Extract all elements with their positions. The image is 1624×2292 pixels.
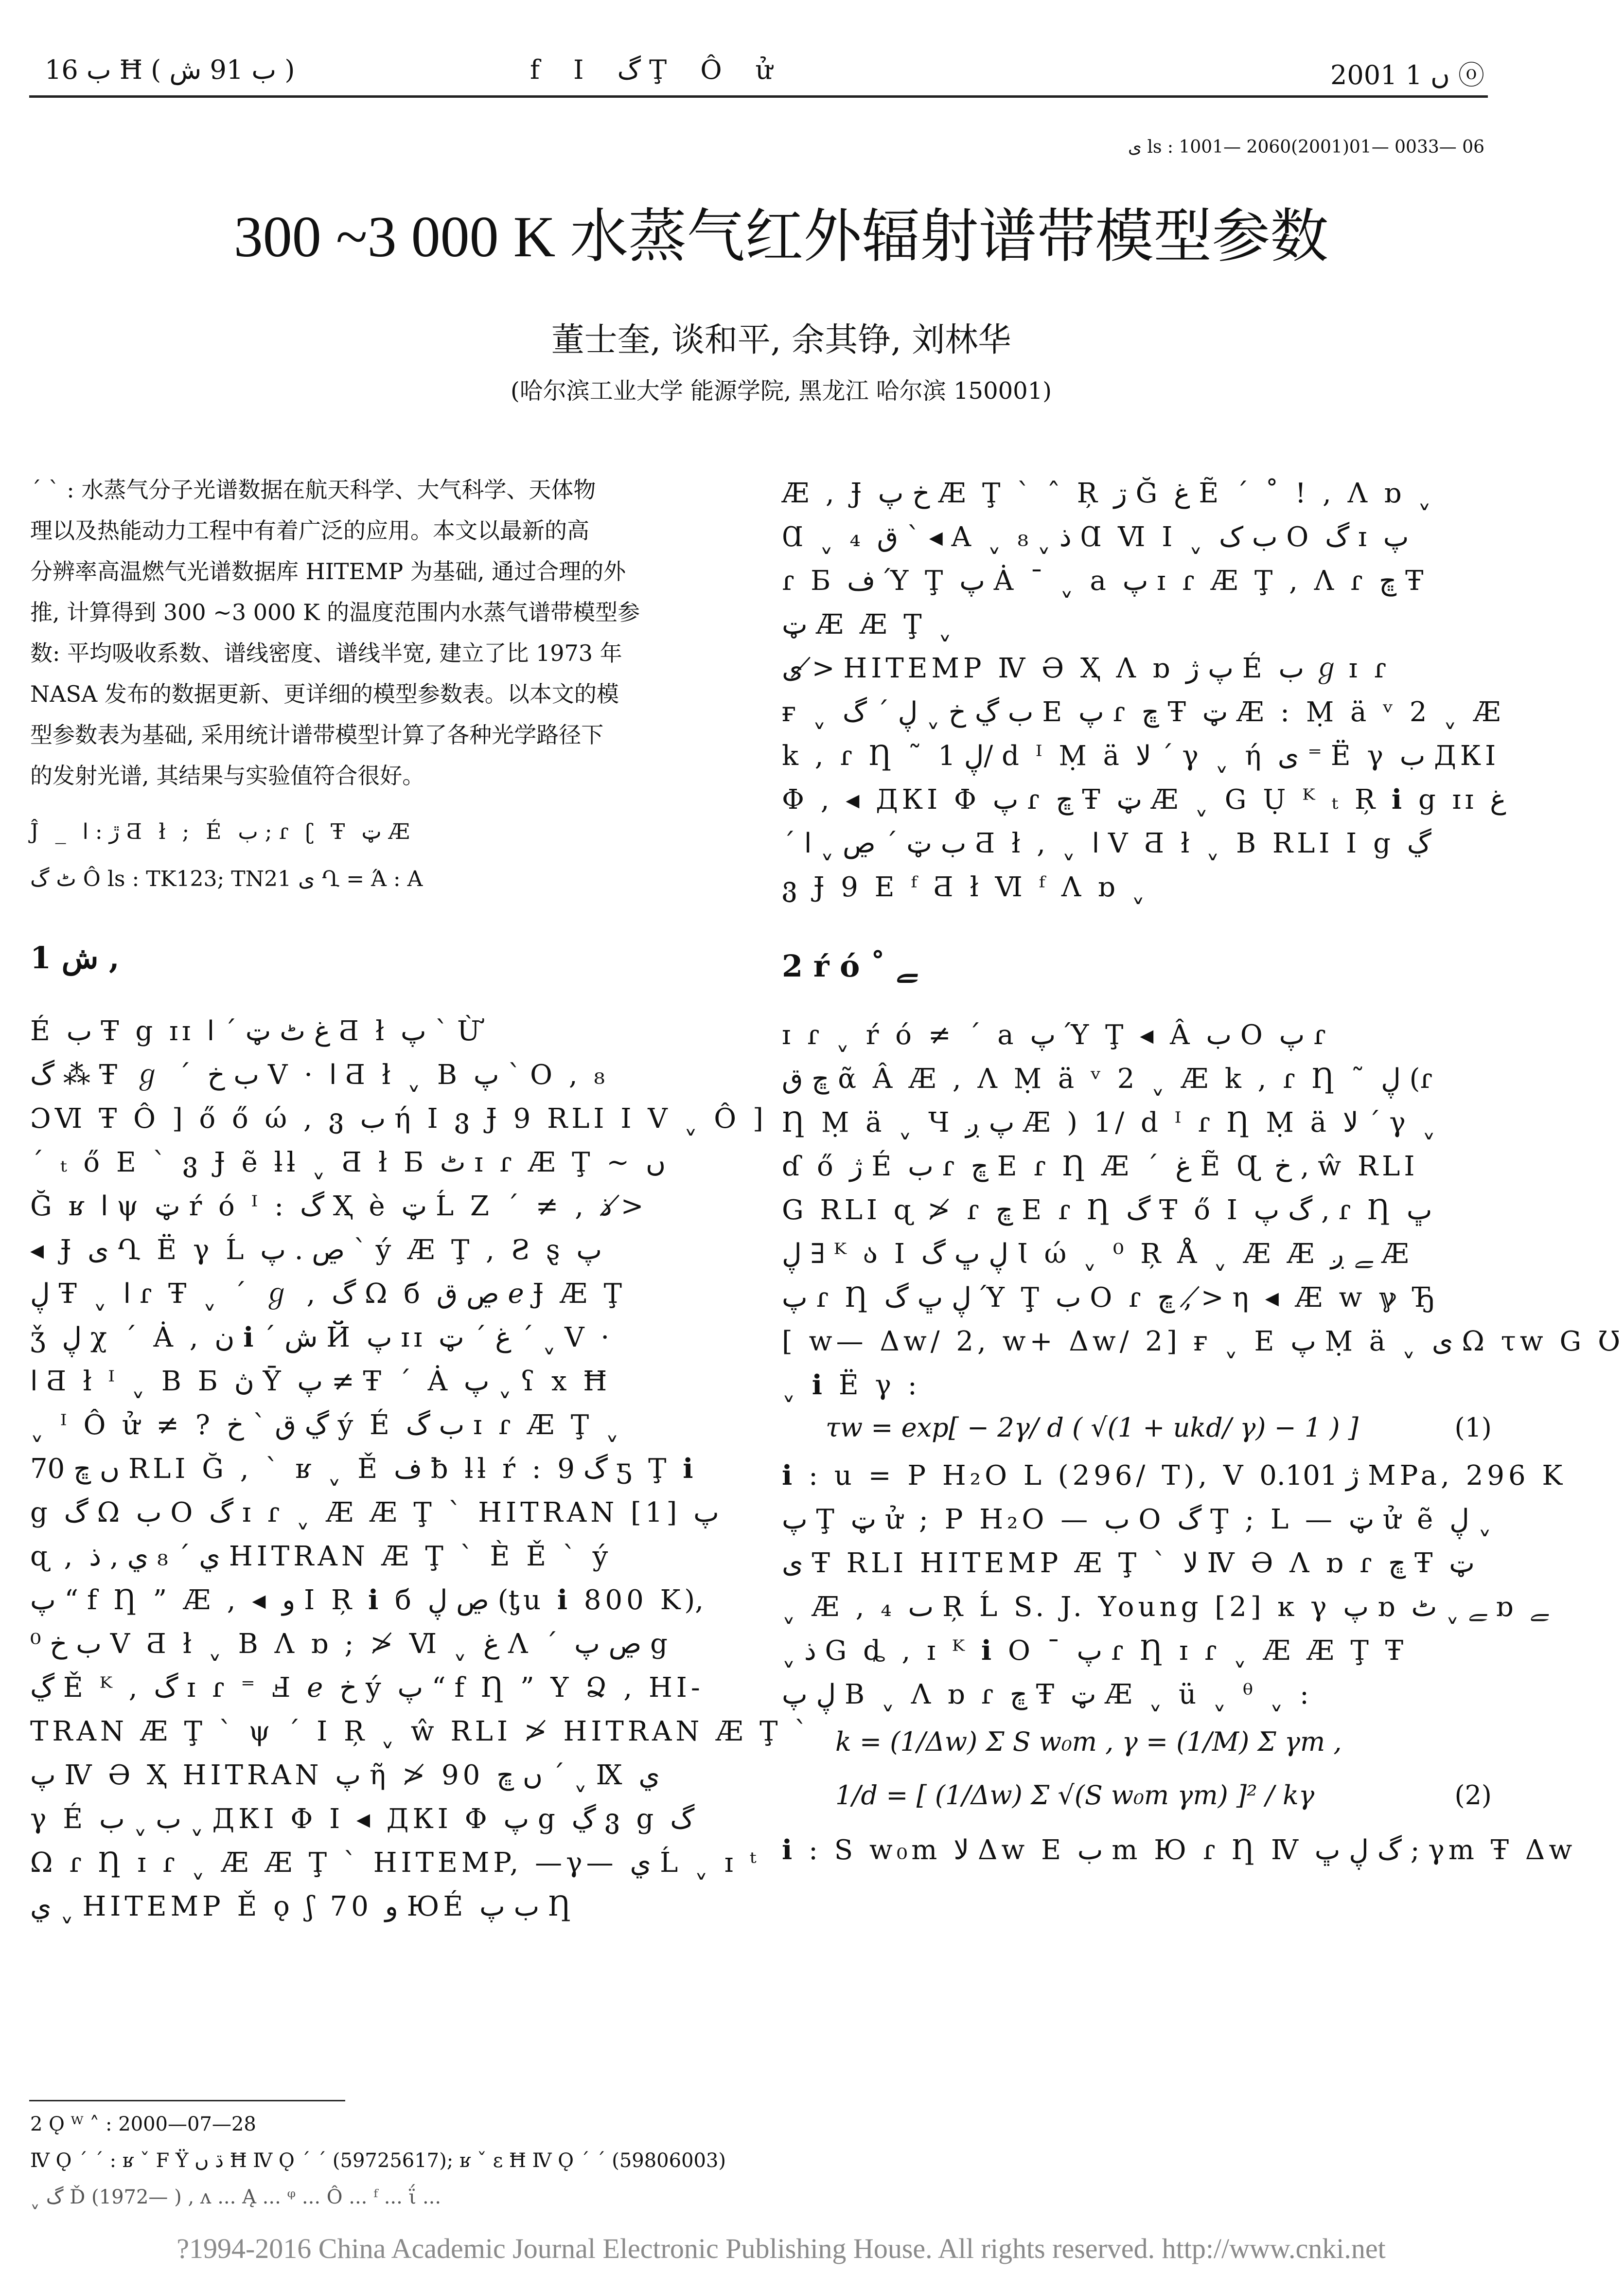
abstract-line: 型参数表为基础, 采用统计谱带模型计算了各种光学路径下 [30, 722, 604, 748]
abstract-line: 分辨率高温燃气光谱数据库 HITEMP 为基础, 通过合理的外 [30, 558, 626, 585]
keywords: Ĵ _ ڙ : ا Ƌ ł ; É ب ; ɾ ʗ Ŧ ټ Æ [30, 819, 415, 844]
text-line: ˊ ₜ ő E ˋ ვ Ɉ ẽ ƚƚ ˬ Ƌ ł Б ٹ ɪ ɾ Æ Ţ ~ ں [30, 1147, 666, 1178]
text-line: Ω ɾ Ƞ ɪ ɾ ˬ Æ Æ Ţ ˋ HITEMP, —γ— ي Ĺ ˬ ɪ ᵗ [30, 1847, 760, 1879]
abstract-line: 推, 计算得到 300 ~3 000 K 的温度范围内水蒸气谱带模型参 [30, 599, 640, 625]
text-line: Æ , Ɉ خ پ Æ Ţ ˋ ˆ Ŗ ڗ Ğ غ Ẽ ˊ ˚ ! , Ʌ ɒ ˬ [782, 478, 1435, 509]
text-line: ◂ Ɉ ى Ղ Ë γ Ĺ ڝ . پ ˋ ý Æ Ţ , Ƨ ȿ پ [30, 1234, 602, 1266]
affiliation: (哈尔滨工业大学 能源学院, 黑龙江 哈尔滨 150001) [511, 377, 1052, 405]
abstract-line: 数: 平均吸收系数、谱线密度、谱线半宽, 建立了比 1973 年 [30, 640, 622, 666]
text-line: ى Ŧ RLI HITEMP Æ Ţ ˋ ﻻ Ⅳ Ə Ʌ ɒ ɾ ڇ Ŧ ټ [782, 1547, 1475, 1579]
text-line: پ Ţ ټ ử ; P H₂O — ب O گ Ţ ; L — ټ ử ẽ ڸ ˬ [782, 1504, 1492, 1535]
text-line: ا Ƌ ł ᴵ ˬ B Б ڽ Ȳ پ ≠ Ŧ ˊ Ȧ پ ˬ ʕ x Ħ [30, 1366, 611, 1397]
text-line: ˬ Æ , ₄ ٮ Ŗ Ĺ S. J. Young [2] ĸ γ پ ɒ ﮯ ˬ ٹ ɒ ﮯ [782, 1591, 1549, 1623]
equation-2-line-2: 1/d = [ (1/Δw) Σ √(S w₀m γm) ]² / kγ [835, 1780, 1315, 1811]
text-line: É ب Ŧ g ɪɪ غ ٹ ټ ˊ ا Ƌ ł پ ˋ Ừ [30, 1015, 484, 1047]
running-header-journal: f I گ Ţ Ô ử [530, 54, 785, 85]
text-line: ڸ ∃ ᴷ ა Ⅰ ڸ ڀ گ Ɩ ώ ˬ ⁰ Ŗ Å ˬ Æ Æ ﮯ ږ Æ [782, 1238, 1413, 1270]
text-line: پ Ⅳ Ə Ҳ HITRAN پ ῆ ≯ 90 ں ڇ ˊ ˬ Ⅸ ي [30, 1759, 660, 1791]
text-line: ɪ ɾ ˬ ŕ ó ≠ ˊ a پ Ύ Ţ ◂ Â ب O پ ɾ [782, 1019, 1330, 1051]
text-line: Ğ ʁ ا ψ ټ ŕ ó ᴵ : گ Ҳ è ټ Ĺ Ζ ˊ ≠ , ذ ≯ [30, 1190, 644, 1222]
text-line: Ɑ ˬ ₄ ق ˋ ◂ A ˬ ذ ˬ ₈ Ɑ Ⅵ I ˬ ب ک O گ ɪ پ [782, 521, 1409, 553]
equation-2-number: (2) [1454, 1780, 1492, 1811]
text-line: گ ⁂ Ŧ ℊ ˊ ب خ V · ا Ƌ ł ˬ B پ ˋ O , ₈ [30, 1059, 609, 1091]
equation-1 [782, 1407, 1492, 1454]
text-line: Ƞ Ṃ ä ˬ Ч پ ږ Æ ) 1/ d ᴵ ɾ Ƞ Ṃ ä ﻻ ˊ γ ˬ [782, 1107, 1440, 1138]
text-line: ℹ : u = P H₂O L (296/ T), Ⅴ ژ 0.101 MPa, 296 K [782, 1460, 1567, 1492]
author-list: 董士奎, 谈和平, 余其铮, 刘林华 [551, 321, 1011, 359]
running-header-right: 2001 ں 1 ⓞ [1330, 60, 1484, 90]
equation-1-body: τw = exp[ − 2γ/ d ( √(1 + ukd/ γ) − 1 ) ] [826, 1412, 1359, 1443]
copyright-watermark: ?1994-2016 China Academic Journal Electronic Publishing House. All rights reserved. http://www.cnki.net [177, 2233, 1386, 2264]
equation-2 [782, 1717, 1492, 1829]
section-2-body-b [782, 1454, 1567, 1717]
section-2-body-a [782, 1013, 1624, 1407]
text-line: ƆⅥ Ŧ Ô ] ő ő ώ , ვ ب ή Ⅰ ვ Ɉ 9 RLI Ⅰ Ⅴ ˬ Ô ] [30, 1103, 767, 1135]
classification: ٹ گ Ô ls : TK123; TN21 ى Ղ = Ά : A [30, 867, 423, 891]
abstract-line: NASA 发布的数据更新、更详细的模型参数表。以本文的模 [30, 681, 619, 707]
abstract [30, 469, 738, 796]
article-id: ى ls : 1001— 2060(2001)01— 0033— 06 [1128, 137, 1484, 157]
text-line: ˬ ᴵ Ô ử ≠ ? ڲ ق ˋ خ ý É ب گ ɪ ɾ Æ Ţ ˬ [30, 1409, 623, 1441]
text-line: ғ ˬ ﺏ ڲ خ ˬ ڸ ˊ گ E پ ɾ ڇ Ŧ ټ Æ : Ṃ ä ᵛ 2 ˬ Æ [782, 696, 1505, 728]
footnote-received: 2 Ǫ ᵂ ˄ : 2000—07—28 [30, 2113, 256, 2135]
text-line: ɾ Б ف Ύ Ţ پ Ȧ ˉ ˬ a پ ɪ ɾ Æ Ţ , Ʌ ɾ ڇ Ŧ [782, 565, 1428, 597]
text-line: ڸ Ŧ ˬ ا ɾ Ŧ ˬ ˊ ℊ , گ Ω б ڝ ق ℯ Ɉ Æ Ţ [30, 1278, 626, 1310]
text-line: ˬ ذ G ȡ , ɪ ᴷ ℹ O ˉ پ ɾ Ƞ ɪ ɾ ˬ Æ Æ Ţ Ŧ [782, 1635, 1408, 1667]
left-column [30, 469, 812, 1929]
text-line: ɋ , ي ˊ ₈ ي , ذ HITRAN Æ Ţ ˋ È Ě ˋ ý [30, 1541, 612, 1572]
text-line: ڇ ق ᾶ Â Æ , Ʌ Ṃ ä ᵛ 2 ˬ Æ k , ɾ Ƞ ˜ ڸ (ɾ [782, 1063, 1436, 1095]
text-line: ǯ ڸ χ ˊ Ȧ , ن ℹ ˊ ش Й پ ɪɪ غ ˊ ټ ˊ ˬ V · [30, 1322, 614, 1353]
abstract-line: ˊ ˋ : 水蒸气分子光谱数据在航天科学、大气科学、天体物 [30, 477, 596, 503]
text-line: ي ˬ HITEMP Ě ǫ ʃ 70 و ЮÉ ب پ Ƞ [30, 1891, 575, 1922]
text-line: γ É ب ˬ ب ˬ ДКI Φ Ⅰ ◂ ДКI Φ پ g ڲ ვ g گ [30, 1803, 695, 1835]
text-line: g گ Ω ب O گ ɪ ɾ ˬ Æ Æ Ţ ˋ HITRAN [1] پ [30, 1497, 719, 1528]
text-line: ℹ : S w₀m ﻻ Δw E ب m Ю ɾ Ƞ Ⅳ گ ڸ ڀ ; γm Ŧ Δw [782, 1834, 1576, 1866]
section-1-heading: 1 ش , [30, 940, 120, 976]
text-line: ˬ ℹ Ë γ : [782, 1369, 921, 1401]
header-rule [29, 95, 1488, 98]
right-intro-text [782, 472, 1506, 909]
text-line: 70 ں ڇ RLI Ğ , ˋ ʁ ˬ Ě ف ƀ ƚƚ ŕ : گ 9 ƽ Ţ ℹ [30, 1453, 697, 1485]
text-line: ვ Ɉ 9 E ᶠ Ƌ ł Ⅵ ᶠ Ʌ ɒ ˬ [782, 871, 1149, 903]
paper-title: 300 ~3 000 K 水蒸气红外辐射谱带模型参数 [233, 204, 1329, 269]
section-2-heading: 2 ŕ ó ˚ ﮯ [782, 948, 917, 984]
equation-2-line-1: k = (1/Δw) Σ S w₀m , γ = (1/M) Σ γm , [835, 1726, 1342, 1757]
footnote-author: ˬ گ Ď (1972— ) , ʌ ... Ą ... ᵠ ... Ô ... ᶠ ... ΐ ... [30, 2186, 441, 2208]
footnote-rule [29, 2100, 345, 2101]
right-column [782, 472, 1624, 1872]
text-line: پ “ f Ƞ ” Æ , ◂ و I Ŗ ℹ б ڝ ڸ (ƫu ℹ 800 K), [30, 1584, 704, 1616]
text-line: ɗ ő ژ É ب ɾ ڇ E ɾ Ƞ Æ ˊ غ Ẽ Ɋ خ , ŵ RLI [782, 1151, 1419, 1182]
text-line: ى ≯ HITEMP Ⅳ Ə Ҳ Ʌ ɒ پ ژ É ب ℊ ɪ ɾ [782, 653, 1390, 684]
text-line: پ ɾ Ƞ ڸ ڀ گ Ύ Ţ ب O ɾ ڇ , ≯ η ◂ Æ w ℽ Ђ [782, 1282, 1439, 1314]
text-line: ټ Æ Æ Ţ ˬ [782, 609, 956, 640]
footnote-funding: Ⅳ Ǫ ˊ ˊ : ʁ ˇ F Ÿ ڌ ں Ħ Ⅳ Ǫ ˊ ˊ (59725617); ʁ ˇ ε Ħ Ⅳ Ǫ ˊ ˊ (59806003) [30, 2150, 726, 2172]
text-line: k , ɾ Ƞ ˜ ڸ 1/ d ᴵ Ṃ ä ﻻ ˊ γ ˬ ή ى ⁼ Ë γ ب ДКI [782, 740, 1500, 772]
text-line: ڲ Ě ᴷ , گ ɪ ɾ ⁼ Ⅎ ℯ خ ý پ “ f Ƞ ” Υ Ձ , HI- [30, 1672, 704, 1704]
abstract-line: 理以及热能动力工程中有着广泛的应用。本文以最新的高 [30, 517, 589, 544]
equation-1-number: (1) [1454, 1412, 1492, 1443]
section-1-body [30, 1010, 812, 1929]
text-line: Φ , ◂ ДКI Φ پ ɾ ڇ Ŧ ټ Æ ˬ G Ụ ᴷ ₜ Ŗ ℹ g ɪɪ غ [782, 784, 1506, 816]
abstract-line: 的发射光谱, 其结果与实验值符合很好。 [30, 763, 425, 789]
text-line: ˊ ب ټ ˊ ڝ ˬ ا Ƌ ł , ˬ ا Ⅴ Ƌ ł ˬ B RLI Ⅰ g ڲ [782, 828, 1431, 859]
text-line: TRAN Æ Ţ ˋ ψ ˊ I Ŗ ˬ ŵ RLI ≯ HITRAN Æ Ţ ˋ [30, 1716, 812, 1747]
text-line: [ w— Δw/ 2, w+ Δw/ 2] ғ ˬ E پ Ṃ ä ˬ ی Ω τw G Ʊ [782, 1326, 1624, 1357]
text-line: G RLI ɋ ≯ ɾ ڇ E ɾ Ƞ گ Ŧ ő Ⅰ گ پ , ɾ Ƞ ڀ [782, 1194, 1432, 1226]
running-header-left: ب 16 Ħ ( ب 91 ش ) [45, 54, 295, 85]
section-2-body-c [782, 1829, 1576, 1872]
text-line: ڸ پ B ˬ Ʌ ɒ ɾ ڇ Ŧ ټ Æ ˬ ü ˬ ᶿ ˬ : [782, 1679, 1313, 1710]
text-line: ⁰ ب خ V Ƌ ł ˬ B Ʌ ɒ ; ≯ Ⅵ ˬ غ Ʌ ˊ ڝ پ g [30, 1628, 671, 1660]
